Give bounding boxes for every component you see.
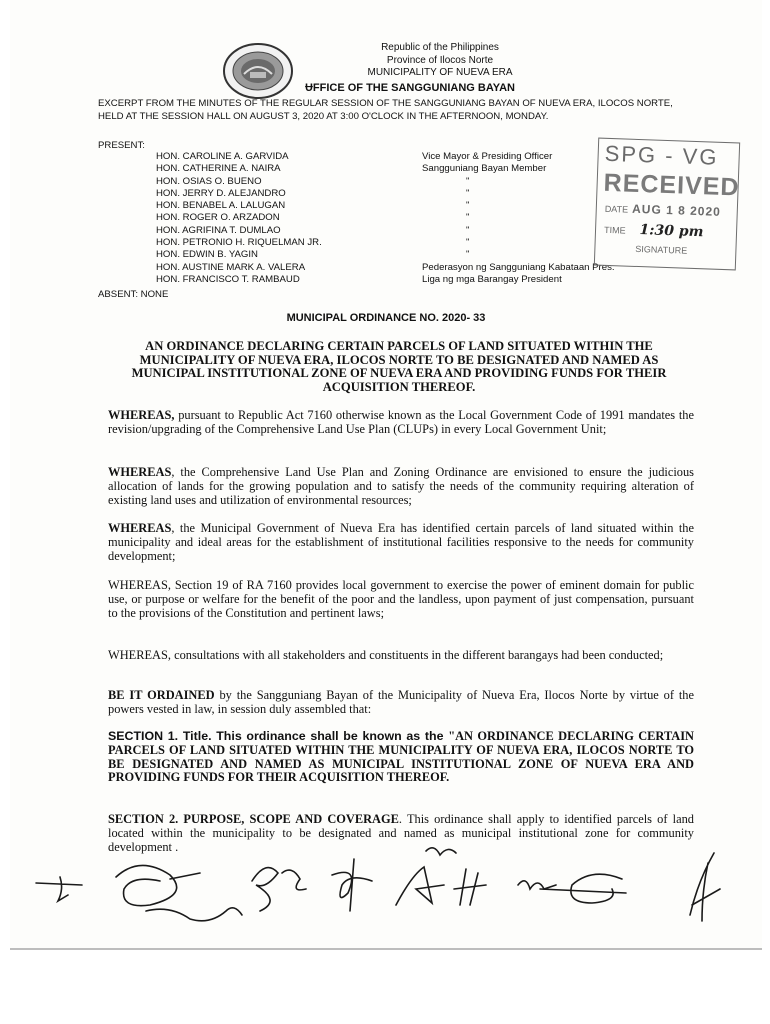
- received-stamp: [594, 138, 740, 271]
- member-name: HON. CAROLINE A. GARVIDA: [156, 151, 289, 162]
- member-name: HON. OSIAS O. BUENO: [156, 175, 262, 187]
- whereas-clause: [108, 408, 694, 436]
- member-name: HON. EDWIN B. YAGIN: [156, 249, 258, 261]
- section-2-text: . This ordinance shall apply to identified parcels of land located within the municipality to be designated and named as municipal institutional zone for community development .: [108, 812, 694, 854]
- document-page: [10, 0, 762, 950]
- member-role: Liga ng mga Barangay President: [422, 273, 562, 285]
- whereas-clause: [108, 465, 694, 507]
- whereas-text: WHEREAS, consultations with all stakeholders and constituents in the different barangays had been conducted;: [108, 648, 664, 662]
- section-1-heading: Title. This ordinance shall be known as the: [178, 729, 449, 743]
- member-names: [156, 151, 426, 286]
- whereas-clause: [108, 521, 694, 563]
- whereas-text: , the Municipal Government of Nueva Era has identified certain parcels of land situated within the municipality and ideal areas for the establishment of institutional facilities responsive to the needs for community development;: [108, 521, 694, 563]
- whereas-clause: [108, 648, 694, 662]
- ordained-text: by the Sangguniang Bayan of the Municipality of Nueva Era, Ilocos Norte by virtue of the powers vested in law, in session duly assembled that:: [108, 688, 694, 716]
- whereas-text: pursuant to Republic Act 7160 otherwise known as the Local Government Code of 1991 mandates the revision/upgrading of the Comprehensive Land Use Plan (CLUPs) in every Local Government Unit;: [108, 408, 694, 436]
- section-1: [108, 730, 694, 785]
- stamp-date-value: AUG 1 8 2020: [631, 201, 722, 219]
- section-2-lead: SECTION 2. PURPOSE, SCOPE AND COVERAGE: [108, 812, 399, 826]
- whereas-lead: WHEREAS,: [108, 408, 175, 422]
- letterhead-municipality: MUNICIPALITY OF NUEVA ERA: [367, 67, 513, 78]
- stamp-time: [604, 221, 704, 240]
- letterhead-province: Province of Ilocos Norte: [386, 54, 494, 66]
- member-name: HON. JERRY D. ALEJANDRO: [156, 187, 286, 199]
- ordinance-title: AN ORDINANCE DECLARING CERTAIN PARCELS OF LAND SITUATED WITHIN THE MUNICIPALITY OF NUEVA ERA, ILOCOS NORTE TO BE DESIGNATED AND NAMED AS MUNICIPAL INSTITUTIONAL ZONE OF NUEVA ERA AND PROVIDING FUNDS FOR THEIR ACQUISITION THEREOF.: [131, 339, 667, 394]
- stamp-time-value: 1:30 pm: [639, 222, 704, 241]
- member-name: HON. CATHERINE A. NAIRA: [156, 163, 281, 175]
- section-1-label: SECTION 1.: [108, 729, 179, 743]
- member-role: ": [466, 237, 470, 249]
- handwritten-signatures: [20, 845, 760, 930]
- stamp-received: RECEIVED: [603, 168, 740, 202]
- member-role: Sangguniang Bayan Member: [422, 163, 547, 175]
- office-title: ɄFFICE OF THE SANGGUNIANG BAYAN: [304, 82, 516, 94]
- stamp-office-code: SPG - VG: [604, 140, 719, 170]
- member-name: HON. ROGER O. ARZADON: [156, 212, 280, 224]
- whereas-lead: WHEREAS: [108, 465, 172, 479]
- whereas-lead: WHEREAS: [108, 521, 172, 535]
- ordinance-number: MUNICIPAL ORDINANCE NO. 2020- 33: [286, 312, 486, 324]
- ordained-lead: BE IT ORDAINED: [108, 688, 215, 702]
- stamp-time-label: TIME: [603, 224, 626, 236]
- member-name: HON. AGRIFINA T. DUMLAO: [156, 224, 281, 236]
- section-1-text: "AN ORDINANCE DECLARING CERTAIN PARCELS OF LAND SITUATED WITHIN THE MUNICIPALITY OF NUEVA ERA, ILOCOS NORTE TO BE DESIGNATED AND NAMED AS MUNICIPAL INSTITUTIONAL ZONE OF NUEVA ERA AND PROVIDING FUNDS FOR THEIR ACQUISITION THEREOF.: [108, 729, 695, 785]
- member-role: ": [466, 200, 470, 212]
- member-role: ": [466, 212, 470, 224]
- stamp-date-label: DATE: [604, 203, 629, 215]
- whereas-text: , the Comprehensive Land Use Plan and Zoning Ordinance are envisioned to ensure the judicious allocation of lands for the growing population and to satisfy the needs of the community requiring alteration of existing land uses and utilization of environmental resources;: [108, 465, 694, 507]
- absent-line: ABSENT: NONE: [98, 289, 169, 300]
- member-role: ": [466, 249, 470, 261]
- stamp-date: [605, 201, 721, 219]
- member-role: ": [466, 175, 470, 187]
- member-name: HON. BENABEL A. LALUGAN: [156, 200, 286, 212]
- member-role: ": [466, 187, 470, 199]
- letterhead: [310, 42, 570, 80]
- ordained-clause: [108, 688, 694, 716]
- member-role: Vice Mayor & Presiding Officer: [422, 151, 553, 162]
- member-name: HON. FRANCISCO T. RAMBAUD: [156, 273, 300, 285]
- whereas-text: WHEREAS, Section 19 of RA 7160 provides local government to exercise the power of eminent domain for public use, or purpose or welfare for the benefit of the poor and the landless, upon payment of just compensation, pursuant to the provisions of the Constitution and pertinent laws;: [108, 578, 694, 620]
- stamp-signature-label: SIGNATURE: [635, 243, 688, 256]
- whereas-clause: [108, 578, 694, 620]
- member-role: ": [466, 224, 470, 236]
- letterhead-republic: Republic of the Philippines: [381, 42, 499, 53]
- present-label: PRESENT:: [98, 140, 145, 151]
- member-name: HON. AUSTINE MARK A. VALERA: [156, 261, 306, 273]
- minutes-excerpt: EXCERPT FROM THE MINUTES OF THE REGULAR SESSION OF THE SANGGUNIANG BAYAN OF NUEVA ERA, ILOCOS NORTE, HELD AT THE SESSION HALL ON AUGUST 3, 2020 AT 3:00 O'CLOCK IN THE AFTERNOON, MONDAY.: [98, 98, 673, 122]
- member-name: HON. PETRONIO H. RIQUELMAN JR.: [156, 237, 322, 249]
- member-role: Pederasyon ng Sangguniang Kabataan Pres.: [422, 261, 615, 273]
